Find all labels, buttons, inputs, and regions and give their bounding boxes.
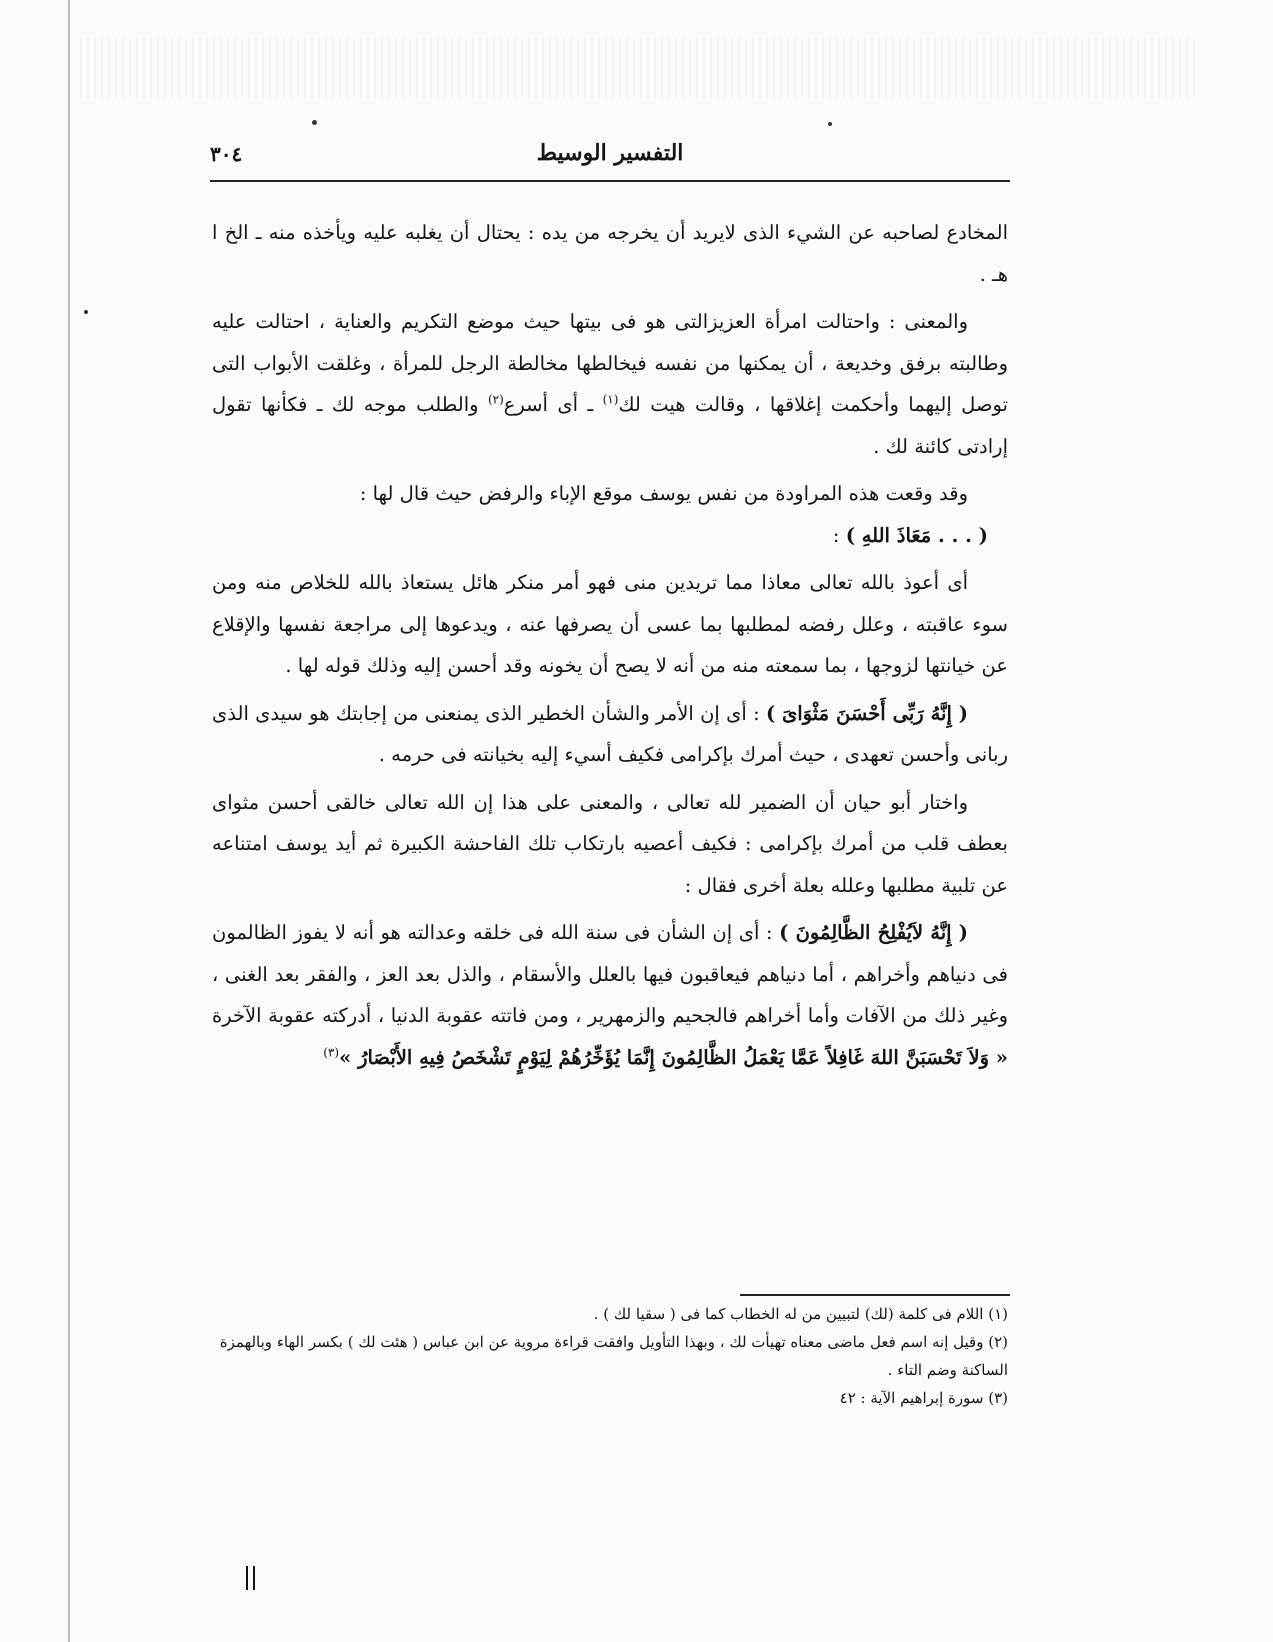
paragraph-2-text-c: والطلب موجه لك ـ فكأنها تقول إرادتى كائنة لك . [212, 393, 1008, 458]
page-header [210, 136, 1010, 176]
footnote-1: (١) اللام فى كلمة (لك) لتبيين من له الخطاب كما فى ( سقيا لك ) . [593, 1305, 1008, 1323]
paragraph-1: المخادع لصاحبه عن الشيء الذى لايريد أن يخرجه من يده : يحتال أن يغلبه عليه ويأخذه منه ـ الخ ا هـ . [212, 221, 1008, 286]
verse-maadh-allah: ( . . . مَعَاذَ اللهِ ) [845, 523, 988, 547]
page-number: ٣٠٤ [210, 142, 243, 166]
body-text [212, 212, 1008, 1084]
paragraph-6: واختار أبو حيان أن الضمير لله تعالى ، والمعنى على هذا إن الله تعالى خالقى أحسن مثواى بعطف قلب من أمرك بإكرامى : فكيف أعصيه بارتكاب تلك الفاحشة الكبيرة ثم أيد يوسف امتناعه عن تلبية مطلبها وعلله بعلة أخرى فقال : [212, 790, 1008, 897]
paragraph-7-text: : أى إن الشأن فى سنة الله فى خلقه وعدالته هو أنه لا يفوز الظالمون فى دنياهم وأخراهم ، أما دنياهم فيعاقبون فيها بالعلل والأسقام ، والذل بعد العز ، والفقر بعد الغنى ، وغير ذلك من الآفات وأما أخراهم فالجحيم والزمهرير ، ومن فاتته عقوبة الدنيا ، أدركته عقوبة الآخرة [212, 921, 1008, 1027]
paragraph-7 [212, 912, 1008, 1078]
scan-speck [828, 122, 832, 126]
footnote-3: (٣) سورة إبراهيم الآية : ٤٢ [839, 1389, 1008, 1407]
paragraph-2-text-b: ـ أى أسرع [503, 393, 603, 416]
footnote-rule [740, 1294, 1010, 1296]
paragraph-2 [212, 301, 1008, 467]
paragraph-5-text: : أى إن الأمر والشأن الخطير الذى يمنعنى من إجابتك هو سيدى الذى ربانى وأحسن تعهدى ، حيث أمرك بإكرامى فكيف أسيء إليه بخيانته فى حرمه . [212, 701, 1008, 766]
paragraph-3: وقد وقعت هذه المراودة من نفس يوسف موقع الإباء والرفض حيث قال لها : [359, 482, 968, 505]
page-bottom-mark [246, 1566, 255, 1590]
verse-tail: : [832, 523, 846, 547]
verse-maadh-allah-line [212, 515, 1008, 557]
running-title: التفسير الوسيط [536, 140, 684, 166]
verse-rabbi-ahsana: ( إِنَّهُ رَبِّى أَحْسَنَ مَثْوَاىَ ) [765, 701, 968, 725]
footnotes [212, 1300, 1008, 1412]
paragraph-4: أى أعوذ بالله تعالى معاذا مما تريدين منى فهو أمر منكر هائل يستعاذ بالله للخلاص منه ومن سوء عاقبته ، وعلل رفضه لمطلبها بما عسى أن يصرفها عنه ، ويدعوها إلى مراجعة نفسها والإقلاع عن خيانتها لزوجها ، بما سمعته منه من أنه لا يصح أن يخونه وقد أحسن إليه وذلك قوله لها . [212, 571, 1008, 677]
footnote-ref-3: (٣) [323, 1045, 340, 1059]
page-edge [68, 0, 70, 1642]
verse-la-yuflih: ( إِنَّهُ لاَيُفْلِحُ الظَّالِمُونَ ) [779, 921, 968, 944]
scan-noise [80, 38, 1200, 98]
scan-speck [312, 120, 317, 125]
verse-la-tahsabanna: « وَلاَ تَحْسَبَنَّ اللهَ غَافِلاً عَمَّا يَعْمَلُ الظَّالِمُونَ إِنَّمَا يُؤَخِّرُهُمْ لِيَوْمٍ تَشْخَصُ فِيهِ الأَبْصَارُ » [339, 1045, 1008, 1069]
header-rule [210, 180, 1010, 182]
footnote-ref-2: (٢) [487, 392, 504, 407]
footnote-2: (٢) وقيل إنه اسم فعل ماضى معناه تهيأت لك ، وبهذا التأويل وافقت قراءة مروية عن ابن عباس ( هئت لك ) بكسر الهاء وبالهمزة الساكنة وضم التاء . [219, 1333, 1008, 1379]
footnote-ref-1: (١) [602, 392, 619, 407]
scan-speck [84, 310, 88, 314]
paragraph-5 [212, 693, 1008, 776]
paragraph-2-text-a: والمعنى : واحتالت امرأة العزيزالتى هو فى بيتها حيث موضع التكريم والعناية ، احتالت عليه وطالبته برفق وخديعة ، أن يمكنها من نفسه فيخالطها مخالطة الرجل للمرأة ، وغلقت الأبواب التى توصل إليهما وأحكمت إغلاقها ، وقالت هيت لك [212, 310, 1009, 416]
